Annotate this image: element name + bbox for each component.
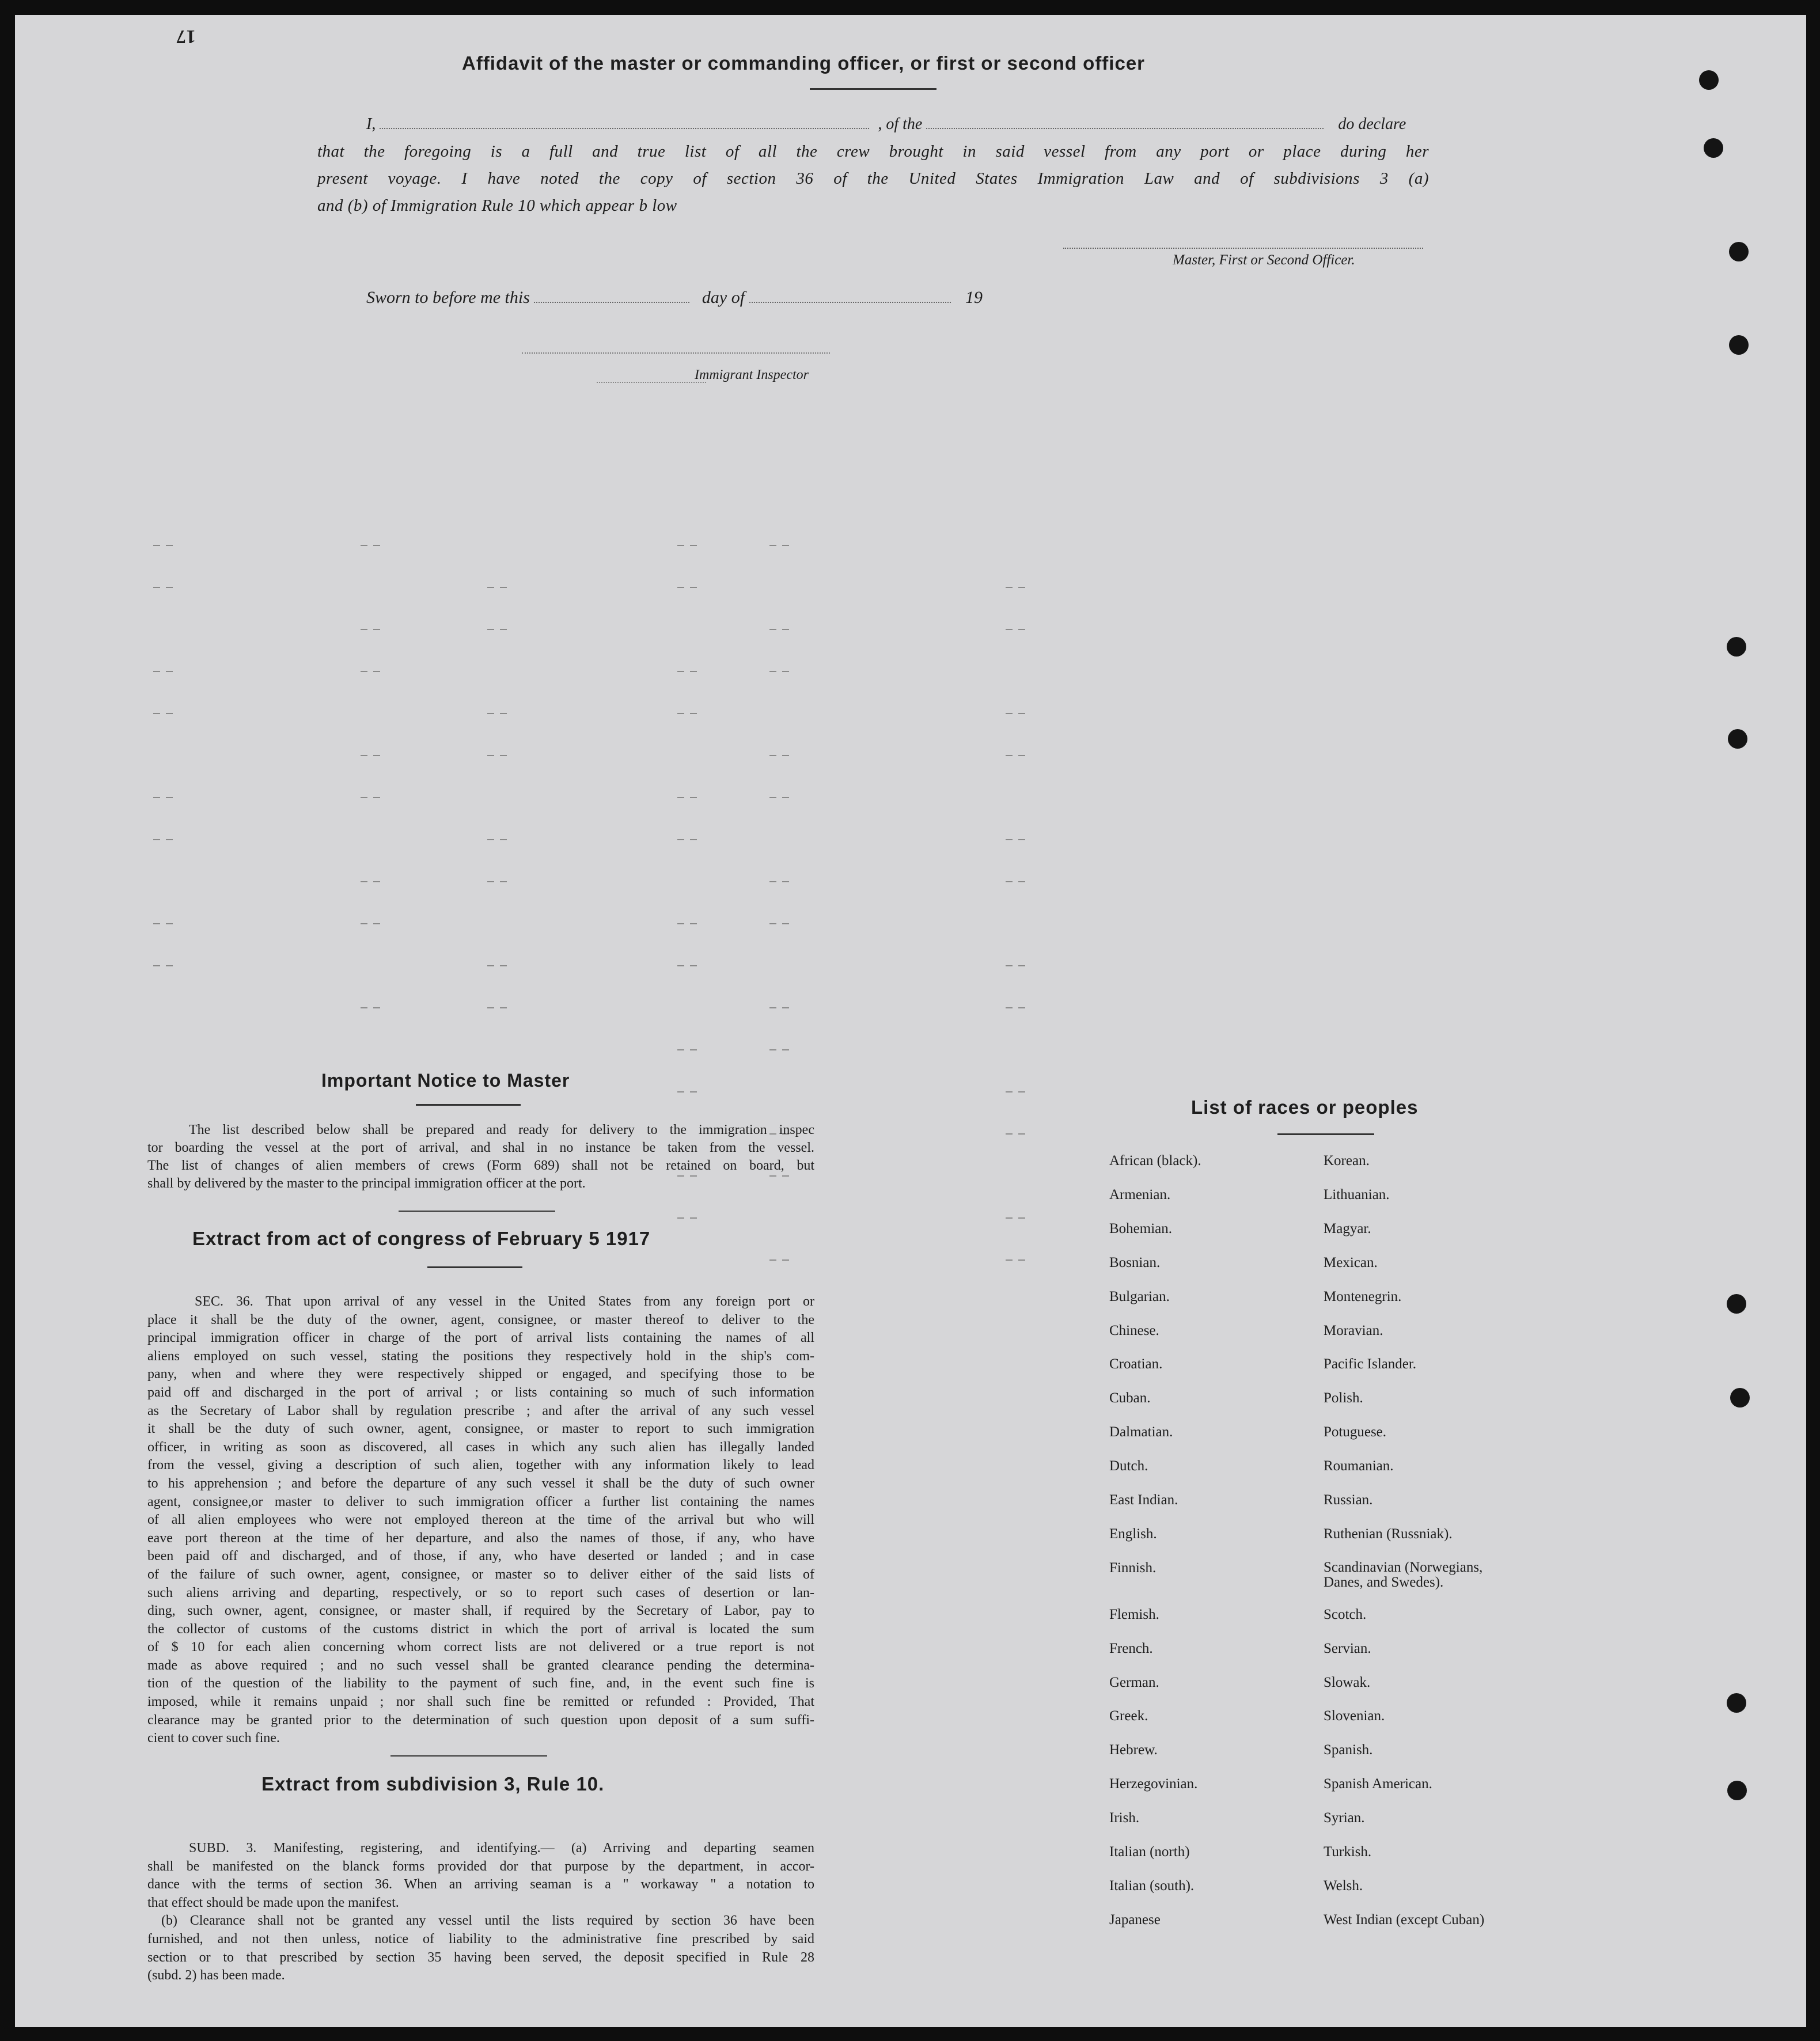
act-extract-line: of $ 10 for each alien concerning whom correct lists are not delivered or a true report is not (147, 1640, 814, 1655)
faint-dash-mark (677, 710, 700, 718)
act-extract-line: clearance may be granted prior to the determination of such question upon deposit of a sum suffi- (147, 1712, 814, 1728)
act-extract-line: tion of the question of the liability to the payment of such fine, and, in the event such fine is (147, 1676, 814, 1691)
faint-dash-mark (677, 1046, 700, 1054)
race-item: Irish. (1109, 1810, 1140, 1826)
notice-line: shall by delivered by the master to the principal immigration officer at the port. (147, 1176, 586, 1191)
notice-body (147, 1121, 814, 1193)
act-extract-line: such aliens arriving and departing, respectively, or so to report such cases of desertion or lan- (147, 1585, 814, 1600)
rule-extract-line: dance with the terms of section 36. When an arriving seaman is a " workaway " a notation to (147, 1877, 814, 1892)
faint-dash-mark (361, 1004, 384, 1012)
race-item: French. (1109, 1640, 1153, 1656)
race-item: Roumanian. (1324, 1458, 1394, 1474)
race-item: English. (1109, 1526, 1157, 1542)
race-item: Spanish American. (1324, 1776, 1432, 1792)
race-item: Bosnian. (1109, 1254, 1161, 1270)
binder-hole (1727, 1294, 1746, 1314)
inspector-signature-line[interactable] (522, 352, 830, 354)
act-extract-line: SEC. 36. That upon arrival of any vessel in the United States from any foreign port or (195, 1294, 814, 1309)
race-item: Japanese (1109, 1911, 1161, 1928)
signature-caption: Master, First or Second Officer. (1173, 252, 1355, 268)
master-name-field[interactable] (380, 113, 869, 129)
faint-dash-mark (361, 920, 384, 928)
act-extract-line: as the Secretary of Labor shall by regulation prescribe ; and after the arrival of any such vessel (147, 1403, 814, 1418)
faint-dash-mark (487, 625, 510, 633)
act-extract-line: been paid off and discharged, and of those, if any, who have deserted or landed ; and in case (147, 1549, 814, 1564)
affidavit-do-declare: do declare (1338, 115, 1406, 133)
act-extract-line: of all alien employees who were not employed thereon at the time of the arrival but who will (147, 1512, 814, 1528)
rule-extract-line: furnished, and not then unless, notice of liability to the administrative fine prescribed by said (147, 1931, 814, 1947)
rule-extract-line: shall be manifested on the blanck forms provided dor that purpose by the department, in accor- (147, 1858, 814, 1874)
race-item: Bulgarian. (1109, 1288, 1170, 1304)
faint-dash-mark (769, 752, 793, 760)
faint-dash-mark (153, 541, 176, 549)
sworn-label: Sworn to before me this (366, 288, 530, 307)
binder-hole (1727, 637, 1746, 657)
act-extract-line: paid off and discharged in the port of arrival ; or lists containing so much of such information (147, 1384, 814, 1400)
binder-hole (1727, 1781, 1747, 1800)
faint-dash-mark (769, 541, 793, 549)
notice-title-rule (416, 1104, 521, 1106)
day-of-label: day of (702, 288, 745, 307)
act-extract-line: place it shall be the duty of the owner, agent, consignee, or master thereof to deliver to the (147, 1312, 814, 1327)
sworn-line (366, 287, 983, 308)
faint-dash-mark (487, 583, 510, 591)
act-extract-line: eave port thereon at the time of her departure, and also the names of those, if any, who have (147, 1530, 814, 1546)
race-item: African (black). (1109, 1153, 1201, 1169)
act-extract-title: Extract from act of congress of February 5 1917 (192, 1228, 651, 1249)
faint-dash-mark (769, 794, 793, 802)
race-item: Hebrew. (1109, 1742, 1158, 1758)
race-item: Spanish. (1324, 1742, 1373, 1758)
race-item: Russian. (1324, 1492, 1373, 1508)
act-extract-line: of the failure of such owner, agent, consignee, or master so to deliver either of the said lists of (147, 1566, 814, 1582)
faint-dash-mark (153, 667, 176, 676)
faint-dash-mark (769, 920, 793, 928)
faint-dash-mark (769, 878, 793, 886)
faint-dash-mark (677, 667, 700, 676)
faint-dash-mark (487, 710, 510, 718)
vessel-name-field[interactable] (926, 113, 1324, 129)
race-item: Ruthenian (Russniak). (1324, 1526, 1453, 1542)
faint-dash-mark (677, 1214, 700, 1222)
binder-hole (1729, 335, 1749, 355)
affidavit-body (317, 138, 1429, 219)
rule-extract-line: SUBD. 3. Manifesting, registering, and identifying.— (a) Arriving and departing seamen (189, 1841, 814, 1856)
faint-dash-mark (677, 962, 700, 970)
race-item: Potuguese. (1324, 1424, 1387, 1440)
race-item: Slovenian. (1324, 1708, 1385, 1724)
race-item: Scandinavian (Norwegians, Danes, and Swedes). (1324, 1559, 1483, 1590)
race-item: Bohemian. (1109, 1220, 1173, 1236)
faint-dash-mark (1006, 1004, 1029, 1012)
race-item: Dalmatian. (1109, 1424, 1173, 1440)
faint-dash-mark (153, 710, 176, 718)
affidavit-title-rule (810, 88, 936, 90)
race-item: Chinese. (1109, 1322, 1159, 1338)
notice-line: tor boarding the vessel at the port of arrival, and shal in no instance be taken from the vessel. (147, 1140, 814, 1155)
notice-line: The list of changes of alien members of crews (Form 689) shall not be retained on board, but (147, 1158, 814, 1173)
notice-title: Important Notice to Master (321, 1070, 570, 1091)
inspector-signature-dots (597, 382, 706, 383)
faint-dash-mark (487, 836, 510, 844)
race-item: West Indian (except Cuban) (1324, 1911, 1485, 1928)
binder-hole (1704, 138, 1723, 158)
race-item: Finnish. (1109, 1560, 1157, 1576)
faint-dash-mark (487, 752, 510, 760)
faint-dash-mark (1006, 710, 1029, 718)
act-extract-line: made as above required ; and no such vessel shall be granted clearance pending the determina- (147, 1657, 814, 1673)
race-item: Italian (north) (1109, 1844, 1190, 1860)
faint-dash-mark (1006, 583, 1029, 591)
signature-line[interactable] (1063, 248, 1423, 249)
faint-dash-mark (487, 962, 510, 970)
act-extract-line: aliens employed on such vessel, stating the positions they respectively hold in the ship's com- (147, 1348, 814, 1364)
binder-hole (1730, 1388, 1750, 1408)
act-extract-line: the collector of customs of the customs district in which the port of arrival is located the sum (147, 1621, 814, 1637)
year-label: 19 (965, 288, 983, 307)
faint-dash-mark (1006, 752, 1029, 760)
binder-hole (1699, 70, 1719, 90)
faint-dash-mark (769, 667, 793, 676)
faint-dash-mark (153, 962, 176, 970)
faint-dash-mark (1006, 1130, 1029, 1138)
act-extract-rule (427, 1266, 522, 1268)
act-extract-line: to his apprehension ; and before the departure of any such vessel it shall be the duty of such owner (147, 1475, 814, 1491)
faint-dash-mark (677, 836, 700, 844)
faint-dash-mark (1006, 625, 1029, 633)
race-item: German. (1109, 1674, 1159, 1690)
inspector-caption: Immigrant Inspector (695, 367, 809, 382)
rule-extract-line: section or to that prescribed by section 35 having been served, the deposit specified in Rule 28 (147, 1949, 814, 1965)
notice-divider (399, 1211, 555, 1212)
sworn-day-field[interactable] (534, 287, 689, 303)
faint-dash-mark (1006, 1088, 1029, 1096)
affidavit-line: that the foregoing is a full and true list of all the crew brought in said vessel from any port or place during her (317, 142, 1429, 161)
act-extract-line: ding, such owner, agent, consignee, or master shall, if required by the Secretary of Labor, pay to (147, 1603, 814, 1619)
race-item: Lithuanian. (1324, 1186, 1390, 1202)
faint-dash-mark (1006, 836, 1029, 844)
race-item: Dutch. (1109, 1458, 1148, 1474)
rule-extract-divider (390, 1755, 547, 1757)
act-extract-line: from the vessel, giving a description of such alien, together with any information likely to lead (147, 1458, 814, 1473)
act-extract-line: imposed, while it remains unpaid ; nor shall such fine be remitted or refunded : Provided, That (147, 1694, 814, 1710)
race-item: Servian. (1324, 1640, 1371, 1656)
affidavit-title: Affidavit of the master or commanding officer, or first or second officer (462, 52, 1146, 74)
binder-hole (1729, 242, 1749, 261)
act-extract-body (147, 1293, 814, 1748)
faint-dash-mark (153, 920, 176, 928)
affidavit-line: and (b) of Immigration Rule 10 which appear b low (317, 196, 677, 215)
act-extract-line: it shall be the duty of such owner, agent, consignee, or master to report to such immigration (147, 1421, 814, 1437)
faint-dash-mark (153, 583, 176, 591)
faint-dash-mark (487, 878, 510, 886)
faint-dash-mark (1006, 1214, 1029, 1222)
rule-extract-body (147, 1839, 814, 1985)
rule-extract-line: (subd. 2) has been made. (147, 1968, 285, 1983)
affidavit-i-label: I, (366, 115, 376, 133)
affidavit-of-the: , of the (878, 115, 923, 133)
act-extract-line: pany, when and where they were respectively shipped or engaged, and specifying those to be (147, 1367, 814, 1382)
act-extract-line: principal immigration officer in charge of the port of arrival lists containing the names of all (147, 1330, 814, 1346)
race-item: Greek. (1109, 1708, 1148, 1724)
race-item: Magyar. (1324, 1220, 1371, 1236)
faint-dash-mark (769, 1004, 793, 1012)
faint-dash-mark (769, 625, 793, 633)
faint-dash-mark (153, 794, 176, 802)
rule-extract-line: (b) Clearance shall not be granted any vessel until the lists required by section 36 have been (161, 1913, 814, 1929)
race-item: Pacific Islander. (1324, 1356, 1417, 1372)
race-item: Syrian. (1324, 1810, 1365, 1826)
notice-line: The list described below shall be prepared and ready for delivery to the immigration inspec (189, 1122, 814, 1137)
faint-dash-mark (769, 1046, 793, 1054)
affidavit-declaration-line (366, 113, 1435, 134)
faint-dash-mark (677, 794, 700, 802)
race-item: Cuban. (1109, 1390, 1151, 1406)
race-item: Moravian. (1324, 1322, 1383, 1338)
race-item: Turkish. (1324, 1844, 1372, 1860)
races-title-rule (1277, 1133, 1374, 1135)
faint-dash-mark (361, 878, 384, 886)
rule-extract-line: that effect should be made upon the manifest. (147, 1895, 399, 1910)
race-item: Polish. (1324, 1390, 1363, 1406)
sworn-month-field[interactable] (749, 287, 951, 303)
faint-dash-mark (677, 920, 700, 928)
race-item: Welsh. (1324, 1877, 1363, 1894)
affidavit-line: present voyage. I have noted the copy of section 36 of the United States Immigration Law and of subdivisions 3 (a) (317, 169, 1429, 188)
faint-dash-mark (361, 667, 384, 676)
faint-dash-mark (361, 752, 384, 760)
faint-dash-mark (153, 836, 176, 844)
race-item: Herzegovinian. (1109, 1776, 1198, 1792)
race-item: East Indian. (1109, 1492, 1178, 1508)
race-item: Armenian. (1109, 1186, 1171, 1202)
race-item: Korean. (1324, 1153, 1370, 1169)
act-extract-line: cient to cover such fine. (147, 1731, 280, 1746)
faint-dash-mark (1006, 1256, 1029, 1264)
race-item: Mexican. (1324, 1254, 1378, 1270)
race-item: Flemish. (1109, 1606, 1159, 1622)
faint-dash-mark (677, 1088, 700, 1096)
race-item: Slowak. (1324, 1674, 1371, 1690)
race-item: Italian (south). (1109, 1877, 1195, 1894)
faint-dash-mark (677, 583, 700, 591)
act-extract-line: agent, consignee,or master to deliver to such immigration officer a further list containing the names (147, 1494, 814, 1509)
race-item: Scotch. (1324, 1606, 1367, 1622)
binder-hole (1728, 729, 1747, 749)
manifest-page (15, 15, 1806, 2027)
races-title: List of races or peoples (1191, 1097, 1419, 1118)
rule-extract-title: Extract from subdivision 3, Rule 10. (261, 1773, 605, 1795)
faint-dash-mark (361, 541, 384, 549)
faint-dash-mark (1006, 878, 1029, 886)
faint-dash-mark (677, 541, 700, 549)
faint-dash-mark (361, 794, 384, 802)
faint-dash-mark (487, 1004, 510, 1012)
act-extract-line: officer, in writing as soon as discovered, all cases in which any such alien has illegally landed (147, 1439, 814, 1455)
race-item: Montenegrin. (1324, 1288, 1402, 1304)
faint-dash-mark (361, 625, 384, 633)
binder-hole (1727, 1693, 1746, 1713)
page-number: 17 (176, 26, 196, 47)
race-item: Croatian. (1109, 1356, 1163, 1372)
faint-dash-mark (769, 1256, 793, 1264)
faint-dash-mark (1006, 962, 1029, 970)
